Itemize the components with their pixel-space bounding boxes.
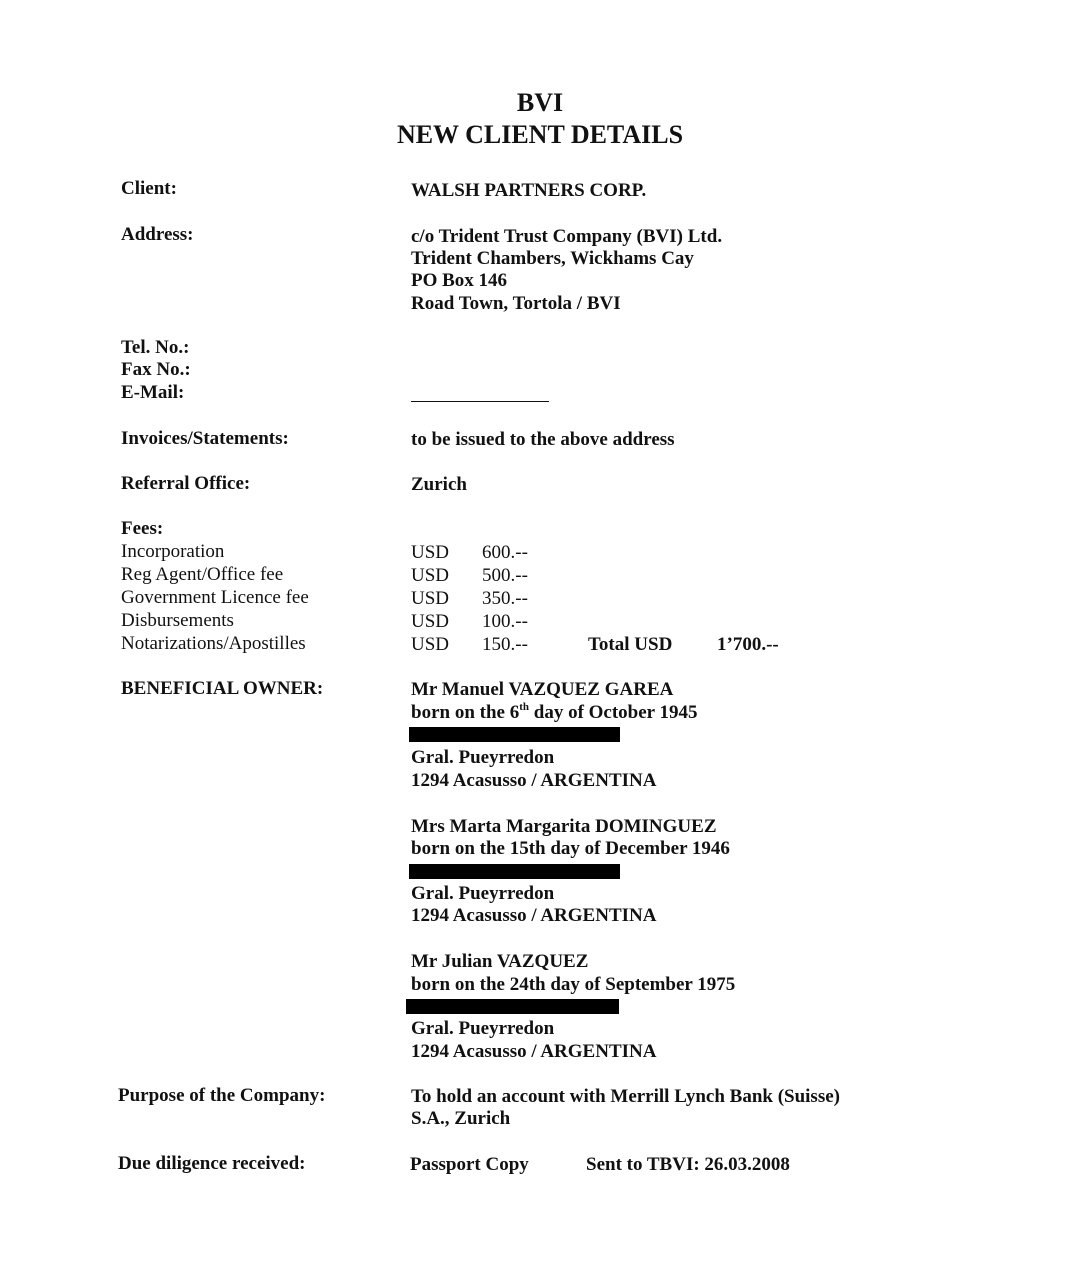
fee-amount: 350.-- (482, 588, 528, 609)
redaction-bar (409, 727, 620, 742)
page-title: NEW CLIENT DETAILS (396, 120, 684, 149)
owner-city: 1294 Acasusso / ARGENTINA (411, 905, 657, 926)
fee-currency: USD (411, 634, 450, 655)
owner-street: Gral. Pueyrredon (411, 747, 555, 768)
owner-city: 1294 Acasusso / ARGENTINA (411, 1041, 657, 1062)
fees-label: Fees: (121, 518, 164, 539)
fee-amount: 150.-- (482, 634, 528, 655)
fee-currency: USD (411, 542, 450, 563)
purpose-line: To hold an account with Merrill Lynch Bank (Suisse) (411, 1086, 840, 1107)
owner-name: Mr Julian VAZQUEZ (411, 951, 589, 972)
client-value: WALSH PARTNERS CORP. (411, 180, 647, 201)
redaction-bar (406, 999, 619, 1014)
client-label: Client: (121, 178, 177, 199)
fees-total-label: Total USD (588, 634, 673, 655)
owner-born: born on the 24th day of September 1975 (411, 974, 736, 995)
fee-name: Reg Agent/Office fee (121, 564, 284, 585)
email-blank-line (411, 401, 549, 402)
purpose-line: S.A., Zurich (411, 1108, 511, 1129)
address-line: PO Box 146 (411, 270, 508, 291)
owner-street: Gral. Pueyrredon (411, 883, 555, 904)
owner-born: born on the 6th day of October 1945 (411, 700, 698, 723)
owner-born: born on the 15th day of December 1946 (411, 838, 730, 859)
beneficial-owner-label: BENEFICIAL OWNER: (121, 678, 324, 699)
fee-name: Incorporation (121, 541, 225, 562)
purpose-label: Purpose of the Company: (118, 1085, 326, 1106)
address-line: Trident Chambers, Wickhams Cay (411, 248, 694, 269)
fees-total-value: 1’700.-- (717, 634, 779, 655)
owner-city: 1294 Acasusso / ARGENTINA (411, 770, 657, 791)
referral-value: Zurich (411, 474, 467, 495)
address-line: Road Town, Tortola / BVI (411, 293, 621, 314)
fee-currency: USD (411, 611, 450, 632)
address-line: c/o Trident Trust Company (BVI) Ltd. (411, 226, 723, 247)
owner-name: Mr Manuel VAZQUEZ GAREA (411, 679, 674, 700)
fax-label: Fax No.: (121, 359, 191, 380)
invoices-value: to be issued to the above address (411, 429, 675, 450)
header-line-bvi: BVI (516, 88, 564, 117)
due-diligence-label: Due diligence received: (118, 1153, 306, 1174)
tel-label: Tel. No.: (121, 337, 190, 358)
email-label: E-Mail: (121, 382, 185, 403)
due-diligence-sent: Sent to TBVI: 26.03.2008 (586, 1154, 790, 1175)
owner-name: Mrs Marta Margarita DOMINGUEZ (411, 816, 717, 837)
fee-name: Disbursements (121, 610, 234, 631)
owner-street: Gral. Pueyrredon (411, 1018, 555, 1039)
referral-label: Referral Office: (121, 473, 251, 494)
invoices-label: Invoices/Statements: (121, 428, 289, 449)
fee-amount: 600.-- (482, 542, 528, 563)
due-diligence-value: Passport Copy (410, 1154, 529, 1175)
fee-amount: 500.-- (482, 565, 528, 586)
fee-name: Notarizations/Apostilles (121, 633, 306, 654)
address-label: Address: (121, 224, 194, 245)
fee-currency: USD (411, 588, 450, 609)
fee-currency: USD (411, 565, 450, 586)
redaction-bar (409, 864, 620, 879)
fee-amount: 100.-- (482, 611, 528, 632)
fee-name: Government Licence fee (121, 587, 309, 608)
